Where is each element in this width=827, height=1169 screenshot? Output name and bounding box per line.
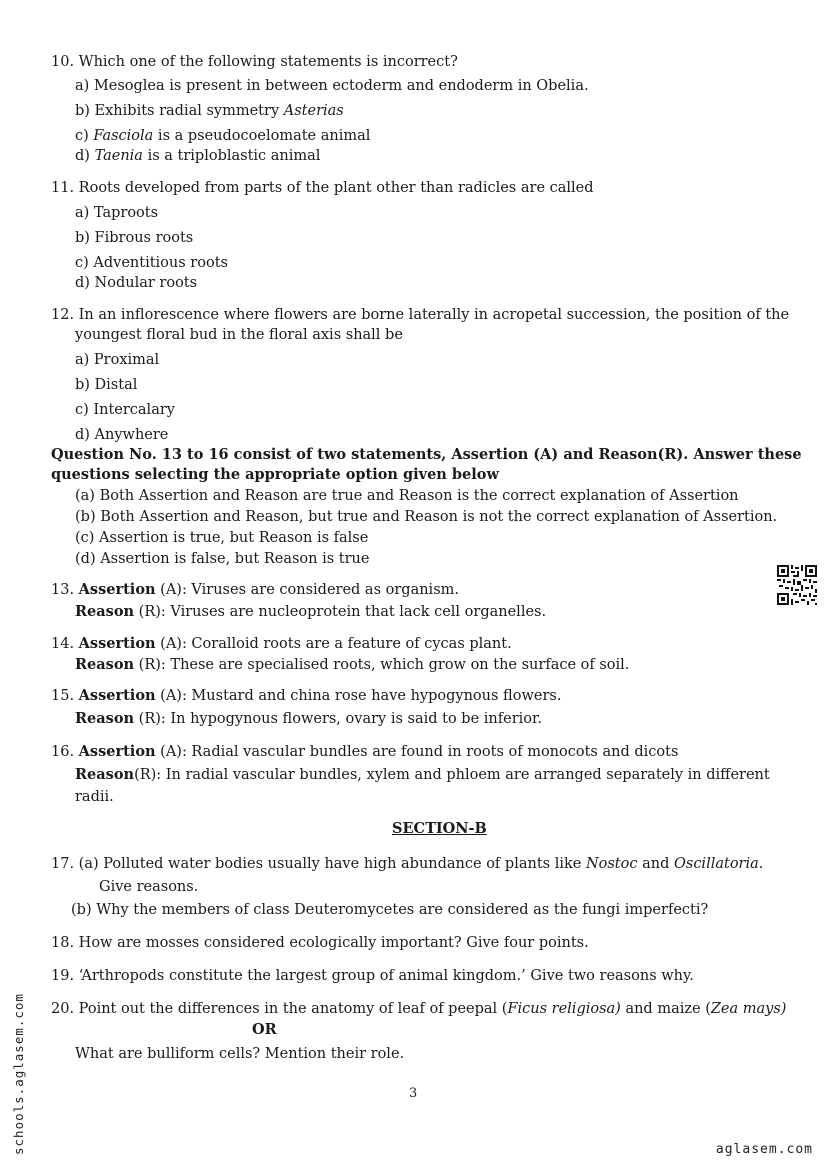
q12-option-c: c) Intercalary bbox=[75, 402, 175, 418]
q11-option-a: a) Taproots bbox=[75, 205, 159, 221]
q10-option-a: a) Mesoglea is present in between ectoderm and endoderm in Obelia. bbox=[75, 78, 589, 94]
q18: 18. How are mosses considered ecologically important? Give four points. bbox=[51, 935, 589, 951]
q12-option-d: d) Anywhere bbox=[75, 427, 169, 443]
q13-assertion: 13. Assertion (A): Viruses are considered as organism. bbox=[51, 581, 459, 598]
ar-option-a: (a) Both Assertion and Reason are true and Reason is the correct explanation of Assertion bbox=[75, 488, 739, 504]
q20-alternative: What are bulliform cells? Mention their role. bbox=[75, 1046, 405, 1062]
q10-option-d: d) Taenia is a triploblastic animal bbox=[75, 148, 321, 164]
ar-instructions-line2: questions selecting the appropriate option given below bbox=[51, 466, 499, 483]
q12-option-b: b) Distal bbox=[75, 377, 138, 393]
side-watermark: schools.aglasem.com bbox=[11, 993, 26, 1155]
ar-option-b: (b) Both Assertion and Reason, but true and Reason is not the correct explanation of Assertion. bbox=[75, 509, 778, 525]
ar-option-d: (d) Assertion is false, but Reason is true bbox=[75, 551, 370, 567]
q16-reason: Reason(R): In radial vascular bundles, xylem and phloem are arranged separately in different bbox=[75, 766, 770, 783]
q11-option-d: d) Nodular roots bbox=[75, 275, 198, 291]
ar-instructions-line1: Question No. 13 to 16 consist of two statements, Assertion (A) and Reason(R). Answer these bbox=[51, 446, 802, 463]
q16-assertion: 16. Assertion (A): Radial vascular bundles are found in roots of monocots and dicots bbox=[51, 743, 679, 760]
q11-stem: 11. Roots developed from parts of the plant other than radicles are called bbox=[51, 180, 594, 196]
q17-part-a-cont: Give reasons. bbox=[99, 879, 199, 895]
q13-reason: Reason (R): Viruses are nucleoprotein that lack cell organelles. bbox=[75, 603, 547, 620]
q16-reason-cont: radii. bbox=[75, 789, 114, 805]
q10-option-b: b) Exhibits radial symmetry Asterias bbox=[75, 103, 344, 119]
page-number: 3 bbox=[409, 1086, 418, 1101]
q14-reason: Reason (R): These are specialised roots, which grow on the surface of soil. bbox=[75, 656, 630, 673]
q19: 19. ‘Arthropods constitute the largest group of animal kingdom.’ Give two reasons why. bbox=[51, 968, 694, 984]
q15-reason: Reason (R): In hypogynous flowers, ovary is said to be inferior. bbox=[75, 710, 542, 727]
q12-stem-line2: youngest floral bud in the floral axis shall be bbox=[75, 327, 403, 343]
q20: 20. Point out the differences in the anatomy of leaf of peepal (Ficus religiosa) and maize (Zea mays) bbox=[51, 1001, 787, 1017]
q11-option-c: c) Adventitious roots bbox=[75, 255, 228, 271]
q12-option-a: a) Proximal bbox=[75, 352, 160, 368]
footer-watermark: aglasem.com bbox=[715, 1142, 813, 1157]
qr-code-icon bbox=[777, 565, 817, 605]
q10-stem: 10. Which one of the following statements is incorrect? bbox=[51, 54, 458, 70]
q20-or: OR bbox=[252, 1021, 277, 1038]
ar-option-c: (c) Assertion is true, but Reason is false bbox=[75, 530, 369, 546]
section-b-heading: SECTION-B bbox=[392, 820, 487, 837]
q11-option-b: b) Fibrous roots bbox=[75, 230, 194, 246]
q12-stem-line1: 12. In an inflorescence where flowers are borne laterally in acropetal succession, the position of the bbox=[51, 307, 790, 323]
q17-part-b: (b) Why the members of class Deuteromycetes are considered as the fungi imperfecti? bbox=[71, 902, 709, 918]
q14-assertion: 14. Assertion (A): Coralloid roots are a feature of cycas plant. bbox=[51, 635, 512, 652]
q15-assertion: 15. Assertion (A): Mustard and china rose have hypogynous flowers. bbox=[51, 687, 562, 704]
q17-part-a: 17. (a) Polluted water bodies usually have high abundance of plants like Nostoc and Oscillatoria. bbox=[51, 856, 764, 872]
q10-option-c: c) Fasciola is a pseudocoelomate animal bbox=[75, 128, 371, 144]
